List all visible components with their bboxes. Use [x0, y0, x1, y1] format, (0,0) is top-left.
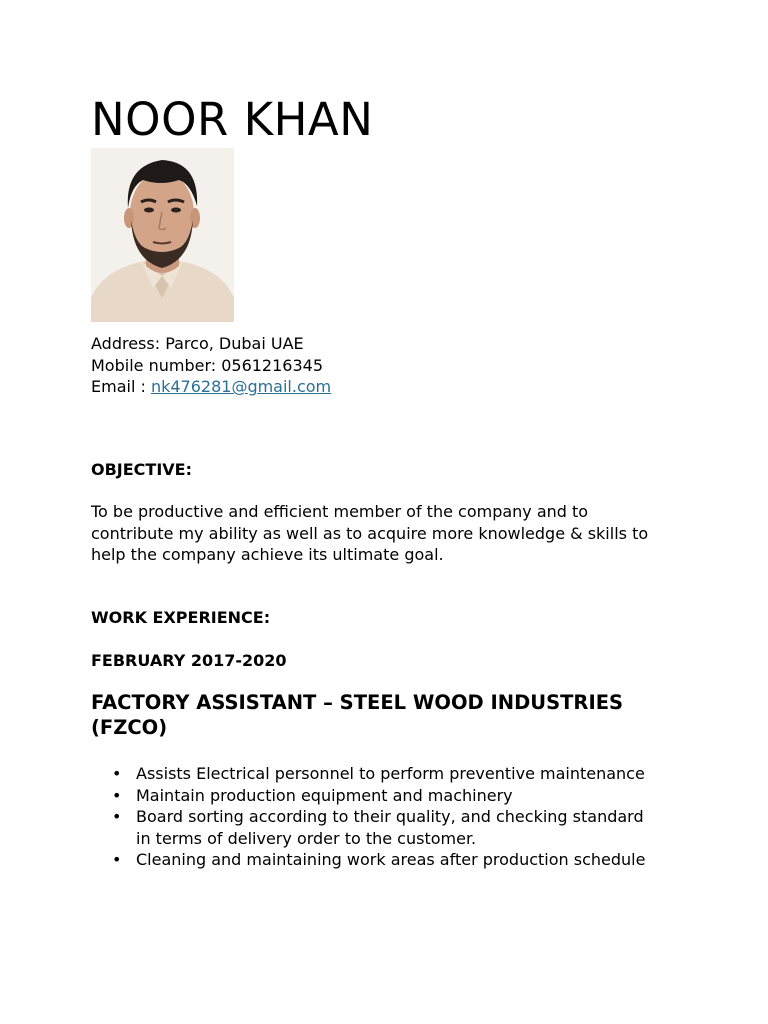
objective-text: To be productive and efficient member of the company and to contribute my ability as well as to acquire more knowledge & skills to help the company achieve its ultimate goal. [91, 502, 649, 564]
email-line [91, 376, 331, 398]
address-line: Address: Parco, Dubai UAE [91, 334, 304, 353]
contact-block [91, 333, 331, 398]
profile-photo [91, 148, 234, 322]
bullet-icon: • [112, 785, 122, 805]
objective-heading: OBJECTIVE: [91, 460, 192, 479]
email-link[interactable]: nk476281@gmail.com [150, 377, 332, 396]
bullet-icon: • [112, 807, 122, 826]
duty-text: Assists Electrical personnel to perform preventive maintenance [136, 764, 645, 783]
duty-text: Board sorting according to their quality, and checking standard in terms of delivery order to the customer. [136, 807, 644, 848]
email-label: Email : [91, 377, 151, 396]
duties-list [91, 763, 651, 871]
list-item [91, 849, 651, 871]
work-experience-heading: WORK EXPERIENCE: [91, 608, 271, 627]
list-item [91, 785, 651, 807]
duty-text: Maintain production equipment and machinery [136, 785, 513, 805]
job-title: FACTORY ASSISTANT – STEEL WOOD INDUSTRIES (FZCO) [91, 691, 624, 739]
list-item [91, 806, 651, 849]
bullet-icon: • [112, 764, 122, 783]
candidate-name: NOOR KHAN [91, 93, 374, 146]
bullet-icon: • [112, 850, 122, 869]
work-period: FEBRUARY 2017-2020 [91, 651, 287, 670]
list-item [91, 763, 651, 785]
mobile-line: Mobile number: 0561216345 [91, 355, 324, 375]
duty-text: Cleaning and maintaining work areas after production schedule [136, 850, 646, 869]
